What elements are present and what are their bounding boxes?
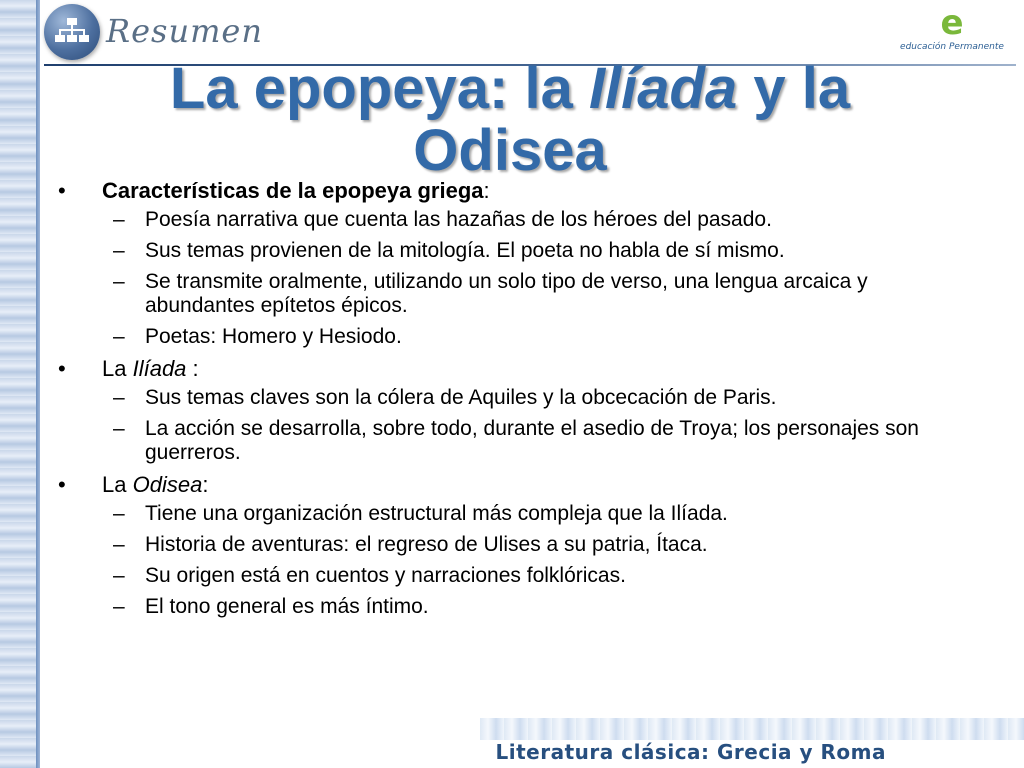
sub-item-text: La acción se desarrolla, sobre todo, durante el asedio de Troya; los personajes son guerreros. xyxy=(145,417,919,464)
dash: – xyxy=(113,239,125,262)
sub-item-text: Poesía narrativa que cuenta las hazañas de los héroes del pasado. xyxy=(145,208,772,231)
brand-logo xyxy=(892,4,1012,60)
bullet-dot: • xyxy=(58,356,66,381)
brand-text: educación Permanente xyxy=(900,42,1004,52)
bullet-heading-rest: : xyxy=(483,178,490,203)
dash: – xyxy=(113,595,125,618)
left-decorative-border xyxy=(0,0,40,768)
title-italic: Ilíada xyxy=(588,56,738,121)
bullet-heading-italic: Odisea xyxy=(132,472,203,497)
dash: – xyxy=(113,386,125,409)
footer-decoration xyxy=(480,718,1024,740)
sub-item-text: Tiene una organización estructural más compleja que la Ilíada. xyxy=(145,502,728,525)
footer-title: Literatura clásica: Grecia y Roma xyxy=(495,740,886,764)
dash: – xyxy=(113,502,125,525)
title-line2: Odisea xyxy=(413,118,607,183)
sitemap-icon xyxy=(54,14,90,50)
bullet-dot: • xyxy=(58,178,66,203)
sub-item xyxy=(58,208,958,232)
section-logo xyxy=(44,4,100,60)
dash: – xyxy=(113,325,125,348)
bullet-heading-rest: : xyxy=(186,356,199,381)
sub-item-text: Poetas: Homero y Hesiodo. xyxy=(145,325,402,348)
title-part2: y la xyxy=(737,56,851,121)
sub-item xyxy=(58,564,958,588)
slide-title xyxy=(60,58,960,182)
bullet-heading-italic: Ilíada xyxy=(132,356,187,381)
sub-item-text: Sus temas provienen de la mitología. El poeta no habla de sí mismo. xyxy=(145,239,785,262)
bullet-iliada xyxy=(58,356,958,382)
sub-item-text: Su origen está en cuentos y narraciones folklóricas. xyxy=(145,564,626,587)
bullet-heading-pre: La xyxy=(102,356,133,381)
bullet-caracteristicas xyxy=(58,178,958,204)
brand-letter: e xyxy=(940,3,964,43)
sub-item-text: Sus temas claves son la cólera de Aquiles y la obcecación de Paris. xyxy=(145,386,777,409)
sub-item xyxy=(58,533,958,557)
sub-item xyxy=(58,325,958,349)
sub-item xyxy=(58,270,958,318)
section-title: Resumen xyxy=(106,12,263,50)
title-part1: La epopeya: la xyxy=(169,56,589,121)
dash: – xyxy=(113,417,125,440)
dash: – xyxy=(113,208,125,231)
left-border-line xyxy=(36,0,40,768)
dash: – xyxy=(113,564,125,587)
sub-item-text: Historia de aventuras: el regreso de Ulises a su patria, Ítaca. xyxy=(145,533,708,556)
sub-item xyxy=(58,417,958,465)
bullet-dot: • xyxy=(58,472,66,497)
sub-item-text: El tono general es más íntimo. xyxy=(145,595,429,618)
sub-item xyxy=(58,386,958,410)
sub-item xyxy=(58,239,958,263)
bullet-heading-pre: La xyxy=(102,472,133,497)
dash: – xyxy=(113,270,125,293)
sub-item xyxy=(58,502,958,526)
dash: – xyxy=(113,533,125,556)
slide-content xyxy=(58,178,958,626)
sub-item xyxy=(58,595,958,619)
bullet-heading-rest: : xyxy=(202,472,209,497)
bullet-heading: Características de la epopeya griega xyxy=(102,178,484,203)
bullet-odisea xyxy=(58,472,958,498)
sub-item-text: Se transmite oralmente, utilizando un solo tipo de verso, una lengua arcaica y abundantes epítetos épicos. xyxy=(145,270,868,317)
